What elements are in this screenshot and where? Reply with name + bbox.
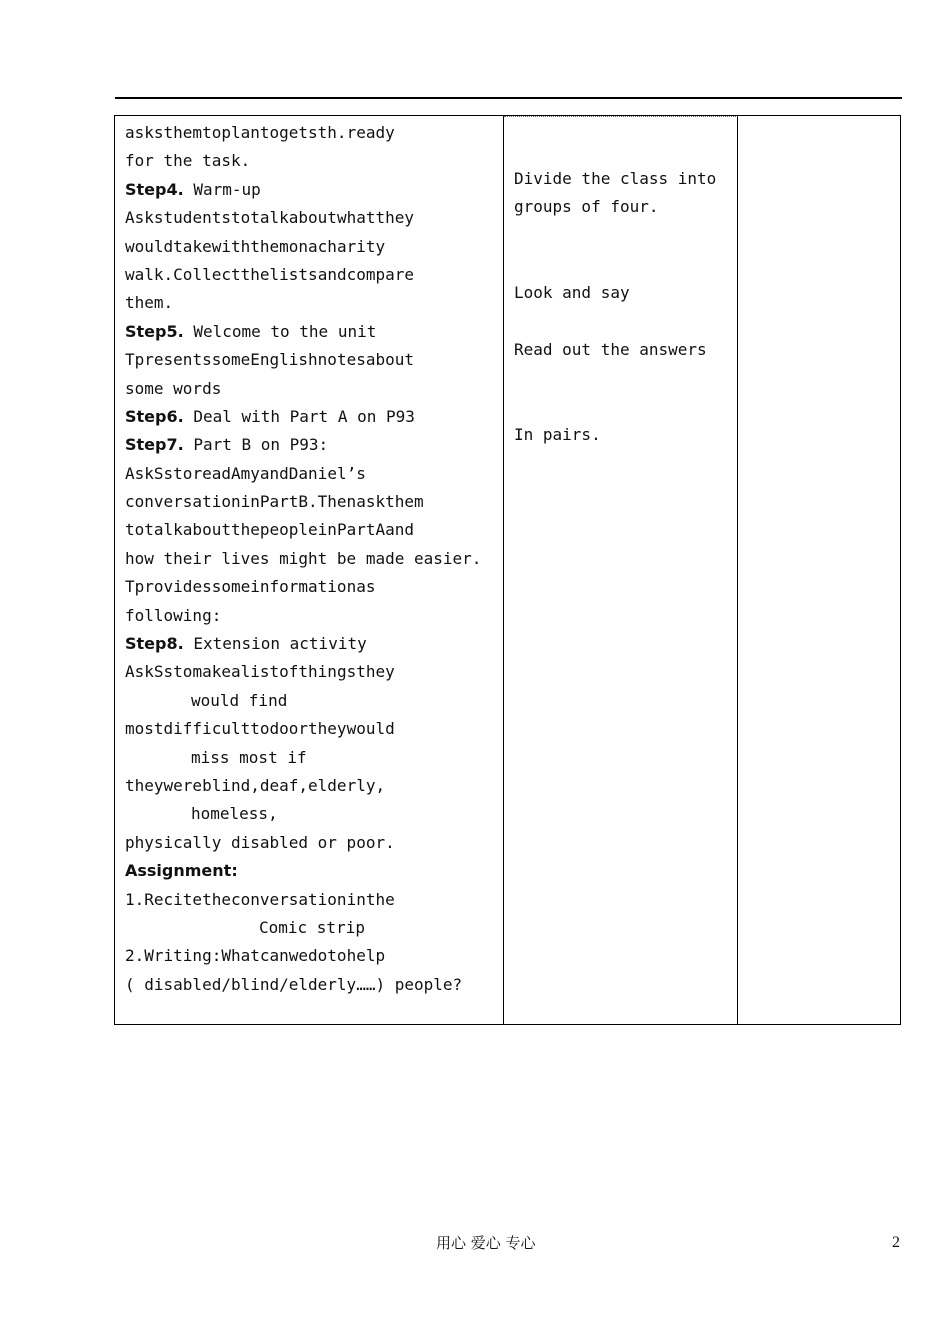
text-line (125, 346, 495, 374)
word: T (125, 577, 135, 597)
text-line: ( disabled/blind/elderly……) people? (125, 974, 463, 994)
word: students (153, 208, 231, 228)
activity-line: Read out the answers (514, 340, 707, 359)
text-line: miss most if (191, 747, 307, 767)
step-label: Step6. (125, 406, 184, 426)
word: the (240, 264, 270, 284)
word: 2.Writing: (125, 946, 222, 966)
word: would (125, 236, 174, 256)
word: talk (144, 520, 183, 540)
word: they (308, 719, 347, 739)
word: do (308, 946, 328, 966)
text-line: for the task. (125, 151, 251, 171)
word: about (182, 520, 231, 540)
text-line (125, 204, 495, 232)
word: Ss (153, 463, 174, 483)
word: in (317, 520, 337, 540)
word: Ask (125, 662, 154, 682)
word: to (259, 123, 280, 142)
assignment-heading: Assignment: (125, 861, 238, 881)
word: to (230, 208, 251, 228)
text-line (125, 886, 495, 914)
text-line: homeless, (191, 804, 278, 824)
word: them (163, 123, 203, 142)
activity-text (514, 336, 732, 364)
word: they (356, 662, 395, 682)
word: read (192, 463, 231, 483)
word: most (125, 719, 164, 739)
activity-column (504, 116, 738, 1024)
word: as (356, 577, 376, 597)
word: difficult (163, 719, 251, 739)
word: Ask (125, 463, 154, 483)
word: presents (134, 350, 212, 370)
word: sth. (308, 123, 347, 142)
word: charity (317, 236, 386, 256)
footer-motto: 用心 爱心 专心 (436, 1234, 536, 1252)
word: the (202, 889, 231, 909)
step-label: Step5. (125, 321, 184, 341)
text-line (125, 261, 495, 289)
word: to (173, 662, 193, 682)
text-line (125, 233, 495, 261)
activity-text (514, 279, 732, 307)
word: in (240, 492, 260, 512)
word: take (173, 236, 212, 256)
word: 1. (125, 889, 145, 909)
word: English (250, 350, 318, 370)
word: compare (346, 264, 415, 284)
text-line: how their lives might be made easier. (125, 548, 482, 568)
text-line: following: (125, 605, 222, 625)
word: information (250, 577, 357, 597)
text-line (125, 460, 495, 488)
text-line: some words (125, 378, 222, 398)
word: talk (250, 208, 289, 228)
text-line: physically disabled or poor. (125, 832, 395, 852)
word: walk. (125, 264, 174, 284)
word: T (125, 350, 135, 370)
word: about (365, 350, 415, 370)
activity-line: groups of four. (514, 197, 659, 217)
notes-column (738, 116, 900, 1024)
word: deaf, (259, 775, 309, 795)
word: about (288, 208, 337, 228)
word: Collect (173, 264, 241, 284)
word: Part (336, 520, 376, 540)
text-line (125, 658, 495, 686)
word: B. (298, 492, 318, 512)
word: them (250, 236, 289, 256)
word: Part (259, 492, 299, 512)
page-number: 2 (892, 1234, 900, 1251)
word: some (211, 350, 251, 370)
word: they (125, 775, 164, 795)
word: elderly, (308, 775, 386, 795)
word: A (375, 520, 386, 540)
word: and (385, 520, 415, 540)
header-rule (115, 97, 902, 99)
procedure-column (115, 116, 504, 1024)
word: in (346, 889, 366, 909)
step-heading (125, 630, 495, 658)
step-heading (125, 176, 495, 204)
word: to (327, 946, 347, 966)
step-title: Extension activity (193, 634, 367, 654)
step-title: Warm-up (193, 179, 261, 199)
procedure-text (125, 119, 495, 999)
word: things (298, 662, 357, 682)
step-label: Step4. (125, 179, 184, 199)
text-line (125, 488, 495, 516)
word: a (308, 236, 318, 256)
word: what (336, 208, 376, 228)
word: plan (221, 123, 260, 142)
word: conversation (125, 492, 241, 512)
word: Amy (230, 463, 260, 483)
step-heading (125, 403, 495, 431)
word: with (211, 236, 251, 256)
word: a (230, 662, 241, 682)
word: people (259, 520, 318, 540)
word: lists (269, 264, 318, 284)
word: them (385, 492, 424, 512)
word: Recite (144, 889, 203, 909)
word: or (288, 719, 309, 739)
text-line (125, 715, 495, 743)
text-line (125, 573, 495, 601)
word: make (192, 662, 231, 682)
word: list (240, 662, 280, 682)
word: were (163, 775, 203, 795)
text-line: would find (191, 690, 288, 710)
word: the (365, 889, 395, 909)
text-line: them. (125, 293, 174, 313)
step-heading (125, 431, 495, 459)
step-title: Part B on P93: (193, 435, 329, 455)
word: on (288, 236, 309, 256)
step-label: Step8. (125, 634, 184, 654)
word: Ask (125, 208, 154, 228)
text-line (125, 942, 495, 970)
word: ready (346, 123, 395, 142)
word: What (221, 946, 260, 966)
word: to (125, 520, 145, 540)
word: some (211, 577, 251, 597)
word: and (259, 463, 289, 483)
text-line: Comic strip (259, 917, 365, 937)
activity-line: Look and say (514, 283, 630, 302)
word: blind, (202, 775, 260, 795)
word: Ss (153, 662, 174, 682)
word: to (202, 123, 222, 142)
activity-line: In pairs. (514, 425, 601, 444)
text-line (125, 119, 495, 147)
text-line (125, 772, 495, 800)
word: they (375, 208, 414, 228)
step-heading (125, 318, 495, 346)
activity-line: Divide the class into (514, 169, 717, 188)
word: can (259, 946, 289, 966)
word: provides (134, 577, 212, 597)
word: asks (125, 123, 164, 142)
word: help (346, 946, 386, 966)
word: and (317, 264, 347, 284)
word: do (269, 719, 289, 739)
word: ask (356, 492, 386, 512)
word: of (279, 662, 299, 682)
word: we (288, 946, 309, 966)
word: notes (317, 350, 366, 370)
word: conversation (230, 889, 347, 909)
word: the (230, 520, 260, 540)
text-line (125, 516, 495, 544)
word: to (173, 463, 193, 483)
step-title: Welcome to the unit (193, 321, 377, 341)
activity-text (514, 421, 732, 449)
word: get (279, 123, 309, 142)
activity-text (514, 165, 732, 222)
word: Daniel’s (288, 463, 366, 483)
word: Then (317, 492, 357, 512)
step-title: Deal with Part A on P93 (193, 406, 415, 426)
lesson-plan-table (114, 115, 901, 1025)
word: would (346, 719, 395, 739)
step-label: Step7. (125, 435, 184, 455)
word: to (250, 719, 270, 739)
